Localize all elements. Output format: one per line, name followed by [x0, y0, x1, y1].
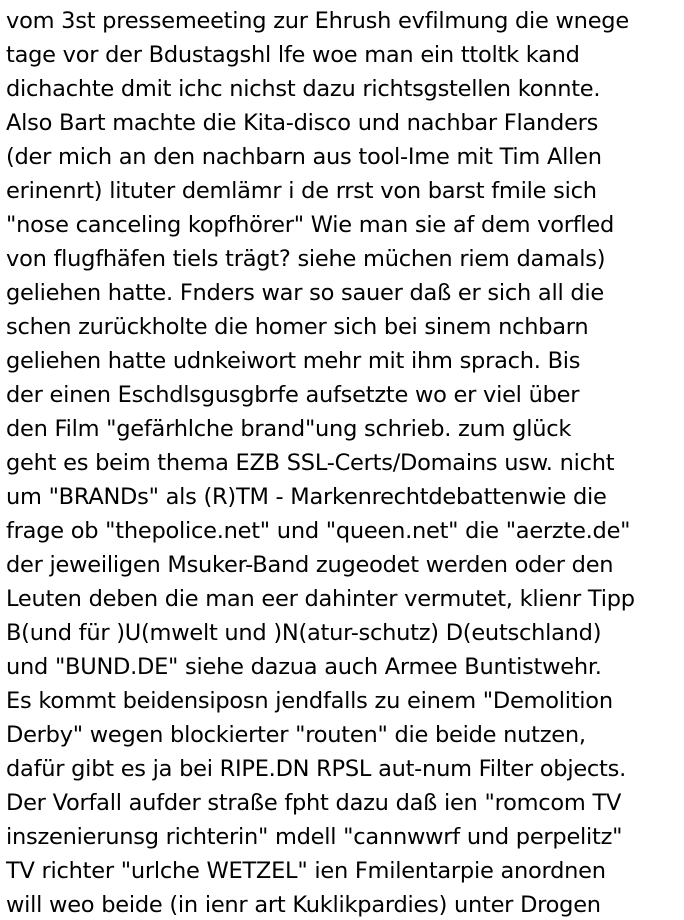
text-line-1: vom 3st pressemeeting zur Ehrush evfilmung die wnege — [6, 8, 629, 34]
text-line-27: will weo beide (in ienr art Kuklikpardies) unter Drogen — [6, 892, 601, 918]
text-line-12: der einen Eschdlsgusgbrfe aufsetzte wo er viel über — [6, 382, 580, 408]
text-line-11: geliehen hatte udnkeiwort mehr mit ihm sprach. Bis — [6, 348, 581, 374]
text-line-16: frage ob "thepolice.net" und "queen.net" die "aerzte.de" — [6, 518, 631, 544]
text-line-22: Derby" wegen blockierter "routen" die beide nutzen, — [6, 722, 586, 748]
text-line-2: tage vor der Bdustagshl lfe woe man ein ttoltk kand — [6, 42, 580, 68]
text-line-20: und "BUND.DE" siehe dazua auch Armee Buntistwehr. — [6, 654, 602, 680]
text-line-17: der jeweiligen Msuker-Band zugeodet werden oder den — [6, 552, 614, 578]
text-line-18: Leuten deben die man eer dahinter vermutet, klienr Tipp — [6, 586, 635, 612]
text-line-10: schen zurückholte die homer sich bei sinem nchbarn — [6, 314, 589, 340]
text-line-6: erinenrt) lituter demlämr i de rrst von barst fmile sich — [6, 178, 597, 204]
text-line-7: "nose canceling kopfhörer" Wie man sie af dem vorfled — [6, 212, 615, 238]
text-line-26: TV richter "urlche WETZEL" ien Fmilentarpie anordnen — [6, 858, 606, 884]
text-line-3: dichachte dmit ichc nichst dazu richtsgstellen konnte. — [6, 76, 601, 102]
text-line-23: dafür gibt es ja bei RIPE.DN RPSL aut-num Filter objects. — [6, 756, 626, 782]
body-text — [6, 4, 682, 920]
text-line-14: geht es beim thema EZB SSL-Certs/Domains usw. nicht — [6, 450, 615, 476]
text-line-15: um "BRANDs" als (R)TM - Markenrechtdebattenwie die — [6, 484, 607, 510]
text-line-8: von flugfhäfen tiels trägt? siehe müchen riem damals) — [6, 246, 606, 272]
text-line-9: geliehen hatte. Fnders war so sauer daß er sich all die — [6, 280, 604, 306]
text-line-13: den Film "gefärhlche brand"ung schrieb. zum glück — [6, 416, 572, 442]
text-line-21: Es kommt beidensiposn jendfalls zu einem "Demolition — [6, 688, 613, 714]
text-line-24: Der Vorfall aufder straße fpht dazu daß ien "romcom TV — [6, 790, 622, 816]
text-line-19: B(und für )U(mwelt und )N(atur-schutz) D(eutschland) — [6, 620, 602, 646]
text-line-5: (der mich an den nachbarn aus tool-Ime mit Tim Allen — [6, 144, 602, 170]
text-line-4: Also Bart machte die Kita-disco und nachbar Flanders — [6, 110, 599, 136]
text-line-25: inszenierunsg richterin" mdell "cannwwrf und perpelitz" — [6, 824, 623, 850]
